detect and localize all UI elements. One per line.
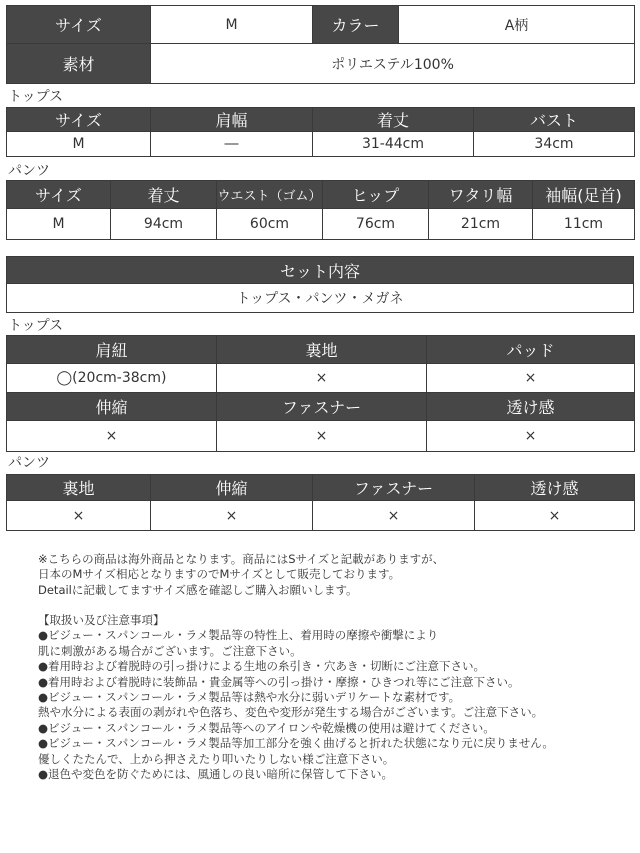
- pants-hem-header: 袖幅(足首): [533, 181, 635, 209]
- handling-title: 【取扱い及び注意事項】: [38, 613, 165, 627]
- color-value: A柄: [399, 6, 635, 44]
- tops-size-header: サイズ: [7, 108, 151, 132]
- tops-shoulder-value: ―: [151, 132, 313, 157]
- pants-thigh-header: ワタリ幅: [429, 181, 533, 209]
- pad-header: パッド: [427, 336, 635, 364]
- material-label: 素材: [7, 44, 151, 84]
- handling-line: ●ビジュー・スパンコール・ラメ製品等へのアイロンや乾燥機の使用は避けてください。: [38, 720, 495, 735]
- notice-text: [38, 552, 634, 598]
- pants-stretch-header: 伸縮: [151, 475, 313, 501]
- tops-length-header: 着丈: [313, 108, 474, 132]
- pants-hip-value: 76cm: [323, 209, 429, 240]
- size-value: M: [151, 6, 313, 44]
- pants-thigh-value: 21cm: [429, 209, 533, 240]
- pants-sheerness-value: ×: [475, 501, 635, 531]
- handling-line: ●ビジュー・スパンコール・ラメ製品等加工部分を強く曲げると折れた状態になり元に戻りません。: [38, 736, 554, 751]
- zipper-header: ファスナー: [217, 393, 427, 421]
- pants-caption: パンツ: [8, 163, 50, 179]
- pants-lining-value: ×: [7, 501, 151, 531]
- tops-detail-caption: トップス: [8, 318, 64, 334]
- pad-value: ×: [427, 364, 635, 393]
- tops-bust-value: 34cm: [474, 132, 635, 157]
- stretch-header: 伸縮: [7, 393, 217, 421]
- color-label: カラー: [313, 6, 399, 44]
- tops-size-value: M: [7, 132, 151, 157]
- lining-value: ×: [217, 364, 427, 393]
- pants-size-value: M: [7, 209, 111, 240]
- tops-shoulder-header: 肩幅: [151, 108, 313, 132]
- tops-size-table: [6, 107, 635, 157]
- material-value: ポリエステル100%: [151, 44, 635, 84]
- size-label: サイズ: [7, 6, 151, 44]
- pants-sheerness-header: 透け感: [475, 475, 635, 501]
- handling-line: ●着用時および着脱時の引っ掛けによる生地の糸引き・穴あき・切断にご注意下さい。: [38, 659, 486, 674]
- handling-line: 肌に刺激がある場合がございます。ご注意下さい。: [38, 643, 302, 658]
- tops-detail-table: [6, 335, 635, 452]
- strap-header: 肩紐: [7, 336, 217, 364]
- handling-line: 優しくたたんで、上から押さえたり叩いたりしない様ご注意下さい。: [38, 751, 395, 766]
- notice-line: ※こちらの商品は海外商品となります。商品にはSサイズと記載がありますが、: [38, 552, 445, 566]
- handling-line: ●退色や変色を防ぐためには、風通しの良い暗所に保管して下さい。: [38, 767, 394, 782]
- notice-line: 日本のMサイズ相応となりますのでMサイズとして販売しております。: [38, 567, 401, 582]
- sheerness-header: 透け感: [427, 393, 635, 421]
- pants-lining-header: 裏地: [7, 475, 151, 501]
- strap-value: ◯(20cm-38cm): [7, 364, 217, 393]
- pants-detail-table: [6, 474, 635, 531]
- handling-line: 熱や水分による表面の剥がれや色落ち、変色や変形が発生する場合がございます。ご注意下さい。: [38, 705, 544, 720]
- tops-length-value: 31-44cm: [313, 132, 474, 157]
- pants-detail-caption: パンツ: [8, 455, 50, 471]
- handling-line: ●着用時および着脱時に装飾品・貴金属等への引っ掛け・摩擦・ひきつれ等にご注意下さい。: [38, 674, 520, 689]
- notice-line: Detailに記載してますサイズ感を確認しご購入お願いします。: [38, 582, 358, 597]
- zipper-value: ×: [217, 421, 427, 452]
- pants-zipper-value: ×: [313, 501, 475, 531]
- pants-zipper-header: ファスナー: [313, 475, 475, 501]
- stretch-value: ×: [7, 421, 217, 452]
- pants-hem-value: 11cm: [533, 209, 635, 240]
- pants-stretch-value: ×: [151, 501, 313, 531]
- summary-table: [6, 5, 635, 84]
- handling-line: ●ビジュー・スパンコール・ラメ製品等の特性上、着用時の摩擦や衝撃により: [38, 628, 439, 643]
- set-label: セット内容: [7, 257, 634, 284]
- pants-waist-value: 60cm: [217, 209, 323, 240]
- set-value: トップス・パンツ・メガネ: [7, 284, 634, 313]
- pants-length-header: 着丈: [111, 181, 217, 209]
- tops-caption: トップス: [8, 89, 64, 105]
- handling-notes: [38, 613, 634, 782]
- pants-length-value: 94cm: [111, 209, 217, 240]
- tops-bust-header: バスト: [474, 108, 635, 132]
- handling-line: ●ビジュー・スパンコール・ラメ製品等は熱や水分に弱いデリケートな素材です。: [38, 690, 461, 705]
- pants-hip-header: ヒップ: [323, 181, 429, 209]
- lining-header: 裏地: [217, 336, 427, 364]
- pants-size-header: サイズ: [7, 181, 111, 209]
- pants-waist-header: ウエスト（ゴム）: [217, 181, 323, 209]
- sheerness-value: ×: [427, 421, 635, 452]
- pants-size-table: [6, 180, 635, 240]
- set-table: [6, 256, 634, 313]
